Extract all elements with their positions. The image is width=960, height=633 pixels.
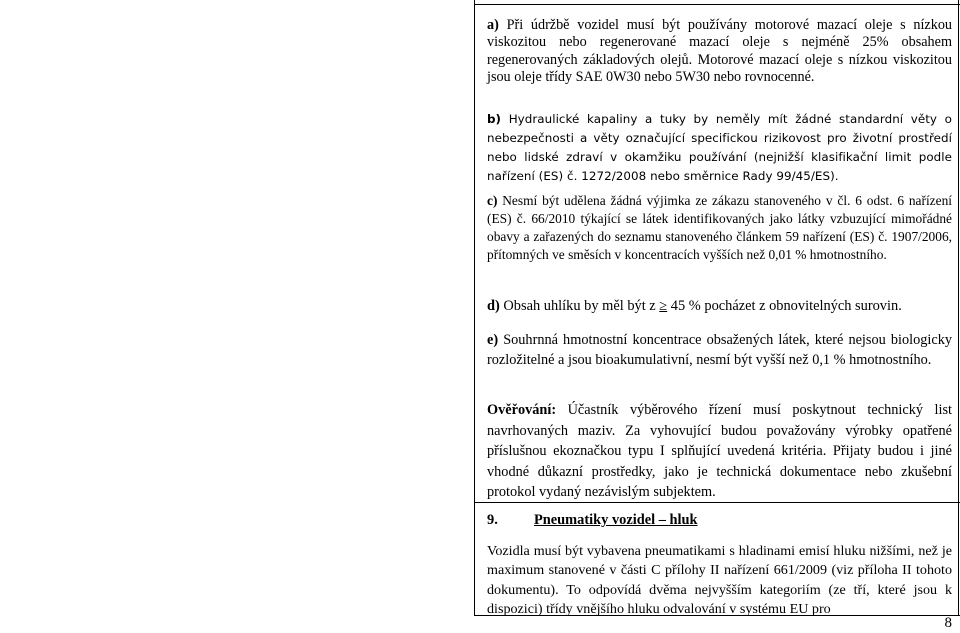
section-9-body <box>487 542 952 620</box>
criterion-e-text: Souhrnná hmotnostní koncentrace obsažených látek, které nejsou biologicky rozložitelné a jsou bioakumulativní, nesmí být vyšší než 0,1 % hmotnostního. <box>487 332 952 368</box>
criterion-d-text-before: Obsah uhlíku by měl být z <box>503 298 660 314</box>
criterion-d-text-after: 45 % pocházet z obnovitelných surovin. <box>667 298 902 314</box>
criterion-d-label: d) <box>487 298 500 314</box>
criterion-b-label: b) <box>487 112 502 126</box>
verification-label: Ověřování: <box>487 402 557 418</box>
criterion-c-text: Nesmí být udělena žádná výjimka ze zákazu stanoveného v čl. 6 odst. 6 nařízení (ES) č. 66/2010 týkající se látek identifikovaných jako látky vzbuzující mimořádné obavy a zařazených do seznamu stanoveného článkem 59 nařízení (ES) č. 1907/2006, přítomných ve směsích v koncentracích vyšších než 0,01 % hmotnostního. <box>487 193 952 262</box>
section-9-text: Vozidla musí být vybavena pneumatikami s hladinami emisí hluku nižšími, než je maximum stanovené v části C přílohy II nařízení 661/2009 (viz příloha II tohoto dokumentu). To odpovídá dvěma nejvyšším kategoriím (ze tří, které jsou k dispozici) třídy vnějšího hluku odvalování v systému EU pro <box>487 543 952 618</box>
criterion-c <box>487 192 952 264</box>
criterion-c-label: c) <box>487 193 498 208</box>
criterion-a <box>487 17 952 87</box>
verification-paragraph <box>487 400 952 503</box>
greater-equal-symbol: ≥ <box>659 298 668 314</box>
table-top-border <box>474 4 960 5</box>
criterion-e <box>487 330 952 370</box>
page-number: 8 <box>944 615 952 631</box>
verification-text: Účastník výběrového řízení musí poskytnout technický list navrhovaných maziv. Za vyhovující budou považovány výrobky opatřené příslušnou ekoznačkou typu I splňující uvedená kritéria. Přijaty budou i jiné vhodné důkazní prostředky, jako je technická dokumentace nebo zkušební protokol vydaný nezávislým subjektem. <box>487 402 952 501</box>
criterion-e-label: e) <box>487 332 499 348</box>
criterion-a-text: Při údržbě vozidel musí být používány motorové mazací oleje s nízkou viskozitou nebo regenerované mazací oleje s nejméně 25% obsahem regenerovaných základových olejů. Motorové mazací oleje s nízkou viskozitou jsou oleje třídy SAE 0W30 nebo 5W30 nebo rovnocenné. <box>487 17 953 86</box>
section-9-number: 9. <box>487 512 498 528</box>
criterion-b <box>487 110 952 186</box>
section-9-heading <box>487 510 952 530</box>
section-9-title: Pneumatiky vozidel – hluk <box>534 512 698 528</box>
criterion-b-text: Hydraulické kapaliny a tuky by neměly mít žádné standardní věty o nebezpečnosti a věty označující specifickou rizikovost pro životní prostředí nebo lidské zdraví v okamžiku používání (nejnižší klasifikační limit podle nařízení (ES) č. 1272/2008 nebo směrnice Rady 99/45/ES). <box>487 112 952 183</box>
criterion-a-label: a) <box>487 17 499 33</box>
criterion-d <box>487 296 952 316</box>
